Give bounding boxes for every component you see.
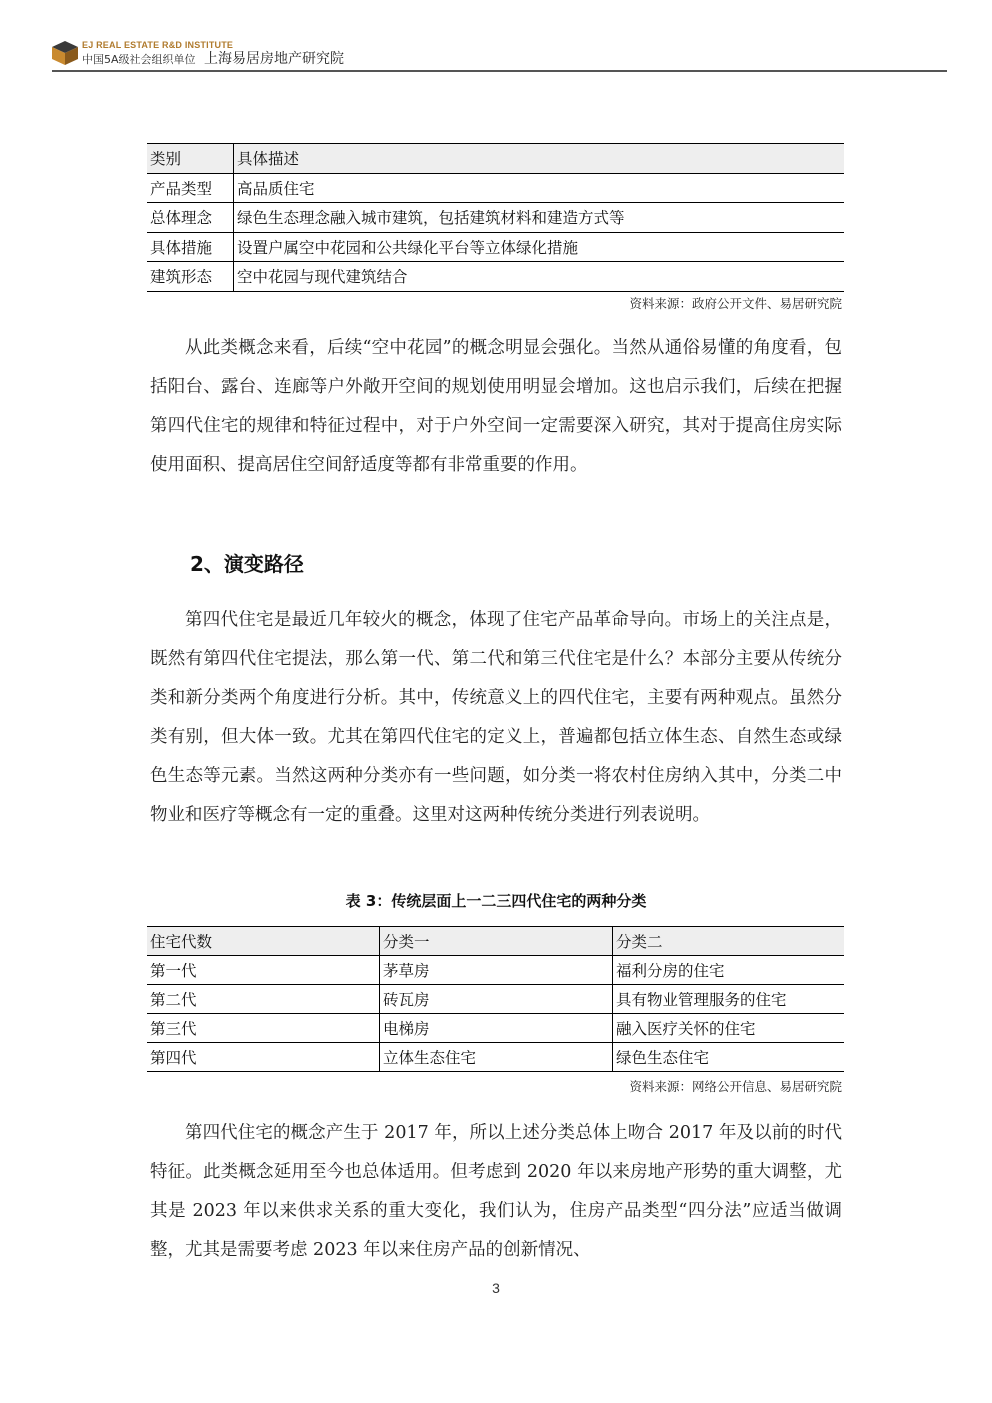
table-cell: 电梯房 xyxy=(380,1014,613,1043)
table-row xyxy=(147,1043,844,1072)
table-cell: 福利分房的住宅 xyxy=(613,956,845,985)
housing-generations-table xyxy=(147,926,844,1072)
table-cell: 第四代 xyxy=(147,1043,380,1072)
body-paragraph-1: 从此类概念来看，后续“空中花园”的概念明显会强化。当然从通俗易懂的角度看，包括阳台、露台、连廊等户外敞开空间的规划使用明显会增加。这也启示我们，后续在把握第四代住宅的规律和特征过程中，对于户外空间一定需要深入研究，其对于提高住房实际使用面积、提高居住空间舒适度等都有非常重要的作用。 xyxy=(150,338,842,475)
table-cell: 产品类型 xyxy=(147,173,234,203)
table-cell: 设置户属空中花园和公共绿化平台等立体绿化措施 xyxy=(234,232,845,262)
table-cell: 第二代 xyxy=(147,985,380,1014)
table-cell: 立体生态住宅 xyxy=(380,1043,613,1072)
table-cell: 具体措施 xyxy=(147,232,234,262)
table2-caption: 表 3：传统层面上一二三四代住宅的两种分类 xyxy=(345,892,647,910)
table-cell: 茅草房 xyxy=(380,956,613,985)
table-cell: 建筑形态 xyxy=(147,262,234,292)
table-cell: 总体理念 xyxy=(147,203,234,233)
section-heading: 2、演变路径 xyxy=(190,552,304,576)
table-cell: 第一代 xyxy=(147,956,380,985)
header-cell-class-two: 分类二 xyxy=(613,927,845,956)
institute-name: 上海易居房地产研究院 xyxy=(204,51,344,67)
table-cell: 融入医疗关怀的住宅 xyxy=(613,1014,845,1043)
table-header-row xyxy=(147,927,844,956)
body-paragraph-3: 第四代住宅的概念产生于 2017 年，所以上述分类总体上吻合 2017 年及以前的时代特征。此类概念延用至今也总体适用。但考虑到 2020 年以来房地产形势的重大调整，尤其是 2023 年以来供求关系的重大变化，我们认为，住房产品类型“四分法”应适当做调整，尤其是需要考虑 2023 年以来住房产品的创新情况、 xyxy=(150,1123,842,1260)
table-row xyxy=(147,173,844,203)
institute-logo-icon xyxy=(52,41,78,65)
header-cell-generation: 住宅代数 xyxy=(147,927,380,956)
header-cell-description: 具体描述 xyxy=(234,144,845,174)
table-cell: 绿色生态理念融入城市建筑，包括建筑材料和建造方式等 xyxy=(234,203,845,233)
table-row xyxy=(147,232,844,262)
table-cell: 绿色生态住宅 xyxy=(613,1043,845,1072)
header-divider xyxy=(52,70,947,72)
table-cell: 具有物业管理服务的住宅 xyxy=(613,985,845,1014)
logo-english-text: EJ REAL ESTATE R&D INSTITUTE xyxy=(82,40,234,50)
table-cell: 高品质住宅 xyxy=(234,173,845,203)
table-cell: 砖瓦房 xyxy=(380,985,613,1014)
table-row xyxy=(147,1014,844,1043)
page-header xyxy=(52,38,947,72)
table-cell: 空中花园与现代建筑结合 xyxy=(234,262,845,292)
table-row xyxy=(147,956,844,985)
table-row xyxy=(147,203,844,233)
product-features-table xyxy=(147,143,844,292)
table-row xyxy=(147,985,844,1014)
table-row xyxy=(147,262,844,292)
table2-source-note: 资料来源：网络公开信息、易居研究院 xyxy=(629,1079,842,1094)
page-number: 3 xyxy=(492,1280,500,1296)
header-cell-class-one: 分类一 xyxy=(380,927,613,956)
table1-source-note: 资料来源：政府公开文件、易居研究院 xyxy=(629,296,842,311)
table-header-row xyxy=(147,144,844,174)
header-cell-category: 类别 xyxy=(147,144,234,174)
body-paragraph-2: 第四代住宅是最近几年较火的概念，体现了住宅产品革命导向。市场上的关注点是，既然有第四代住宅提法，那么第一代、第二代和第三代住宅是什么？本部分主要从传统分类和新分类两个角度进行分析。其中，传统意义上的四代住宅，主要有两种观点。虽然分类有别，但大体一致。尤其在第四代住宅的定义上，普遍都包括立体生态、自然生态或绿色生态等元素。当然这两种分类亦有一些问题，如分类一将农村住房纳入其中，分类二中物业和医疗等概念有一定的重叠。这里对这两种传统分类进行列表说明。 xyxy=(150,610,842,825)
table-cell: 第三代 xyxy=(147,1014,380,1043)
logo-chinese-text: 中国5A级社会组织单位 xyxy=(82,53,196,66)
